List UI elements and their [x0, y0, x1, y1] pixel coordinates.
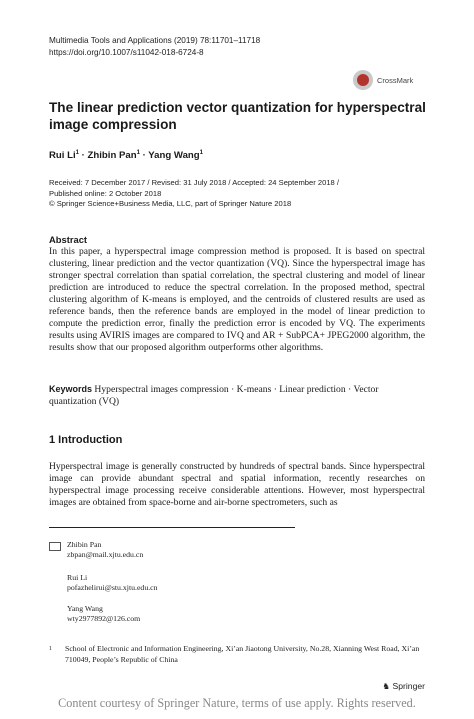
- keywords-label: Keywords: [49, 384, 93, 394]
- doi-link[interactable]: https://doi.org/10.1007/s11042-018-6724-8: [49, 47, 204, 57]
- crossmark-icon: [353, 70, 373, 90]
- courtesy-footer: Content courtesy of Springer Nature, terms of use apply. Rights reserved.: [58, 696, 416, 710]
- affiliation-footnote: [49, 644, 425, 665]
- springer-horse-icon: ♞: [382, 681, 391, 691]
- dates-line-1: Received: 7 December 2017 / Revised: 31 July 2018 / Accepted: 24 September 2018 /: [49, 178, 340, 187]
- contact-block: [49, 540, 349, 640]
- contact-name: Rui Li: [67, 573, 88, 582]
- dates-line-2: Published online: 2 October 2018: [49, 188, 162, 198]
- author-affiliation-mark: 1: [75, 150, 79, 156]
- contact-email[interactable]: wty2977892@126.com: [67, 614, 141, 624]
- author-name: Yang Wang: [148, 150, 200, 162]
- contact-email[interactable]: pofazhelirui@stu.xjtu.edu.cn: [67, 583, 158, 593]
- section-heading-introduction: 1 Introduction: [49, 434, 123, 446]
- author-affiliation-mark: 1: [199, 150, 203, 156]
- publisher-name: Springer: [392, 681, 425, 691]
- publication-dates: [49, 178, 339, 210]
- author-name: Zhibin Pan: [87, 150, 137, 162]
- crossmark-badge[interactable]: [353, 70, 425, 92]
- journal-header: [49, 35, 260, 58]
- keywords: [49, 383, 425, 408]
- abstract-heading: Abstract: [49, 234, 88, 245]
- journal-citation: Multimedia Tools and Applications (2019) 78:11701–11718: [49, 36, 261, 45]
- affiliation-number: 1: [49, 646, 52, 652]
- affiliation-text: School of Electronic and Information Engineering, Xi’an Jiaotong University, No.28, Xianning West Road, Xi’an 710049, People’s Republic of China: [65, 644, 420, 664]
- contact-name: Yang Wang: [67, 604, 103, 613]
- contact-name: Zhibin Pan: [67, 540, 102, 549]
- title-line-2: image compression: [49, 117, 177, 132]
- introduction-text: Hyperspectral image is generally constructed by hundreds of spectral bands. Since hyperspectral image can provide abundant spectral and spatial information, recently researches on hyperspectral image processing receive considerable attentions. However, most hyperspectral images are obtained from space-borne and air-borne spectrometers, such as: [49, 461, 425, 508]
- paper-title: [49, 99, 429, 133]
- abstract-text: In this paper, a hyperspectral image compression method is proposed. It is based on spectral clustering, linear prediction and the vector quantization (VQ). Since the hyperspectral image has stronger spectral correlation than spatial correlation, the spectral clustering and model of linear prediction are introduced to reduce the spectral correlation. In the proposed method, spectral clustering algorithm of K-means is employed, and the centroids of clustered results are used as reference bands, then the reference bands are employed in the model of linear prediction to compute the prediction error, finally the prediction error is encoded by VQ. The experiments results using AVIRIS images are compared to IVQ and AR + SubPCA+ JPEG2000 algorithm, the results show that our proposed algorithm outperforms other algorithms.: [49, 246, 425, 353]
- title-line-1: The linear prediction vector quantization for hyperspectral: [49, 100, 426, 115]
- publisher-logo: [382, 681, 425, 692]
- envelope-icon: [49, 542, 61, 551]
- crossmark-label: CrossMark: [377, 76, 414, 85]
- author-list: Rui $Li^1$ · Zhibin Pan$^1$ · Yang Wang$^1$: [49, 150, 203, 162]
- footnote-divider: [49, 527, 295, 528]
- author-affiliation-mark: 1: [136, 150, 140, 156]
- keywords-text: Hyperspectral images compression · K-means · Linear prediction · Vector quantization (VQ): [49, 384, 379, 407]
- copyright-line: © Springer Science+Business Media, LLC, part of Springer Nature 2018: [49, 199, 292, 209]
- contact-email[interactable]: zbpan@mail.xjtu.edu.cn: [67, 550, 144, 560]
- author-name: Rui Li: [49, 150, 76, 162]
